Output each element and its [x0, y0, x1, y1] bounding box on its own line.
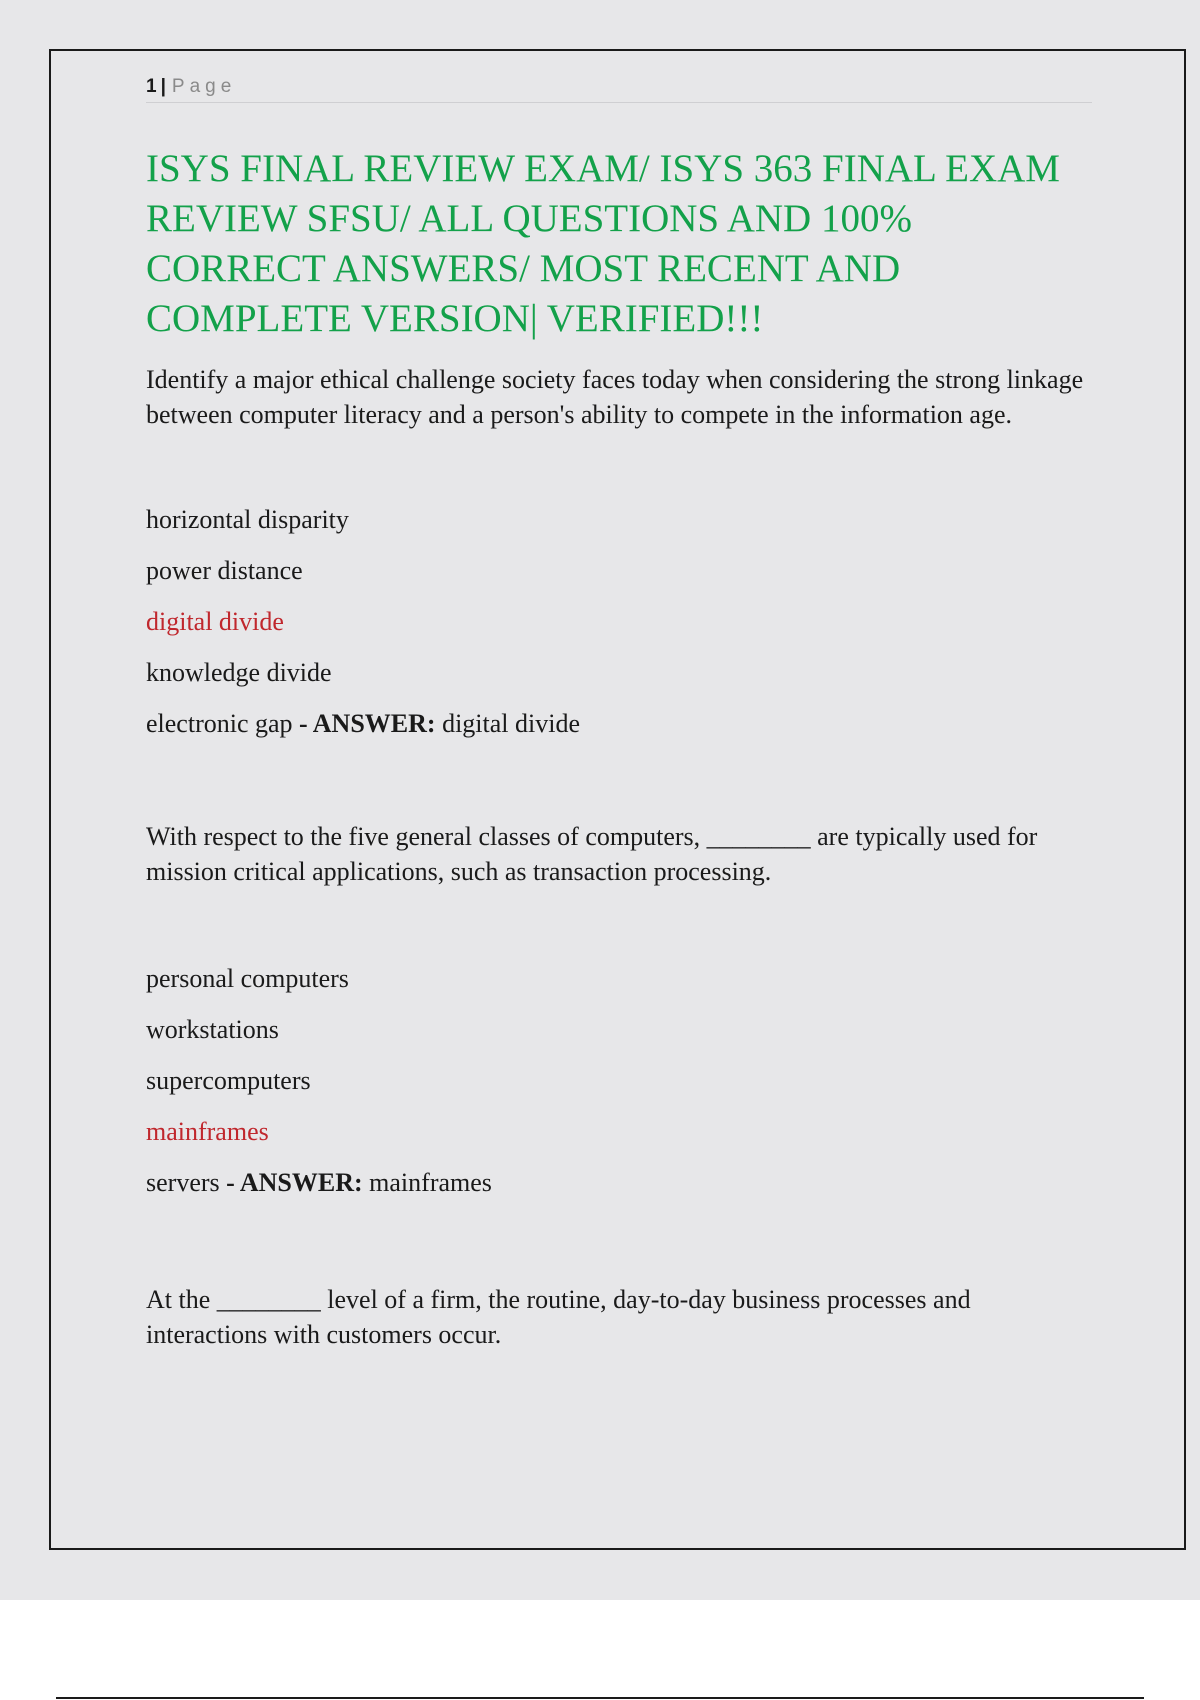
question-block-2: [146, 819, 1096, 1208]
option-label: servers: [146, 1168, 220, 1197]
question-block-3: [146, 1282, 1096, 1352]
option-item: workstations: [146, 1015, 279, 1044]
answer-separator: -: [219, 1168, 240, 1197]
answer-separator: -: [292, 709, 313, 738]
option-item: horizontal disparity: [146, 505, 349, 534]
option-item-correct: digital divide: [146, 607, 284, 636]
answer-value: digital divide: [442, 709, 580, 738]
option-list-1: [146, 494, 1096, 749]
page-header: [146, 74, 1092, 103]
option-item-with-answer: [146, 698, 1096, 749]
option-item: supercomputers: [146, 1066, 311, 1095]
option-item-correct: mainframes: [146, 1117, 269, 1146]
question-text-3: At the ________ level of a firm, the routine, day-to-day business processes and interactions with customers occur.: [146, 1285, 971, 1349]
question-block-1: [146, 362, 1096, 749]
question-text-1: Identify a major ethical challenge society faces today when considering the strong linkage between computer literacy and a person's ability to compete in the information age.: [146, 365, 1084, 429]
option-list-2: [146, 953, 1096, 1208]
option-item-with-answer: [146, 1157, 1096, 1208]
document-body: [146, 362, 1096, 1352]
option-item: knowledge divide: [146, 658, 332, 687]
footer-rule: [56, 1697, 1144, 1699]
page-label: Page: [171, 76, 237, 97]
answer-value: mainframes: [369, 1168, 492, 1197]
page-header-separator: |: [160, 76, 166, 97]
page-number: 1: [146, 76, 157, 97]
option-label: electronic gap: [146, 709, 293, 738]
question-text-2: With respect to the five general classes of computers, ________ are typically used for mission critical applications, such as transaction processing.: [146, 822, 1038, 886]
document-title: ISYS FINAL REVIEW EXAM/ ISYS 363 FINAL EXAM REVIEW SFSU/ ALL QUESTIONS AND 100% CORRECT ANSWERS/ MOST RECENT AND COMPLETE VERSION| VERIFIED!!!: [146, 147, 1060, 340]
answer-label: ANSWER:: [239, 1168, 363, 1197]
answer-label: ANSWER:: [312, 709, 436, 738]
option-item: personal computers: [146, 964, 349, 993]
option-item: power distance: [146, 556, 303, 585]
